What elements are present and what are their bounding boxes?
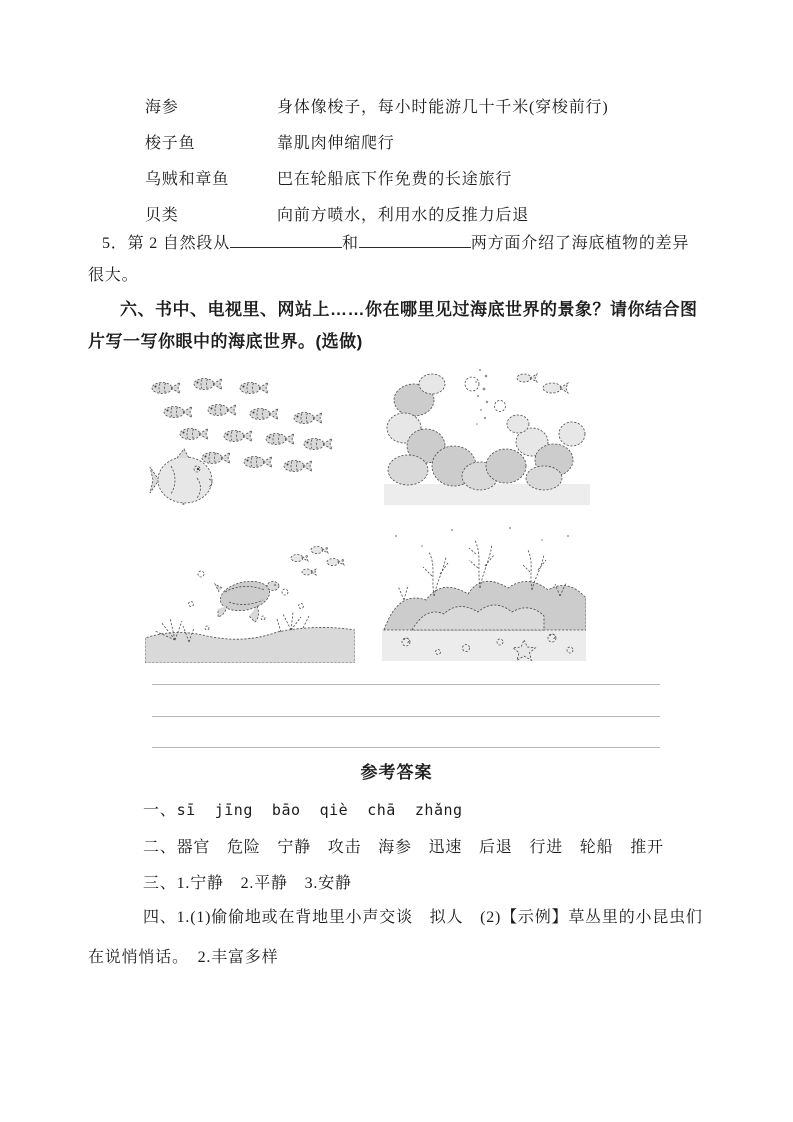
- pinyin-text: sī jīng bāo qiè chā zhǎng: [176, 801, 463, 819]
- question-5: [88, 228, 706, 292]
- answer-label: 二、: [143, 839, 177, 856]
- matching-term: 乌贼和章鱼: [145, 171, 230, 188]
- sand: [145, 627, 355, 663]
- turtle: [215, 577, 279, 622]
- answer-line: [88, 828, 706, 868]
- coral-bubbles-illustration: [384, 362, 590, 505]
- matching-description: 巴在轮船底下作免费的长途旅行: [277, 171, 513, 188]
- answer-label: 三、: [143, 875, 177, 892]
- writing-line: [152, 716, 660, 717]
- matching-term: 梭子鱼: [145, 135, 196, 152]
- answer-line: [88, 790, 706, 831]
- question-5-tail: 两方面介绍了海底植物的差异很大。: [88, 235, 690, 284]
- q5-blank-2: [359, 233, 471, 248]
- matching-description: 靠肌肉伸缩爬行: [277, 135, 395, 152]
- figure-sea-turtle: [145, 530, 355, 663]
- coral-rocks-illustration: [382, 518, 586, 661]
- answer-line: [88, 898, 706, 978]
- writing-line: [152, 684, 660, 685]
- sand: [382, 628, 586, 661]
- matching-term: 海参: [145, 99, 179, 116]
- matching-section: [145, 90, 705, 234]
- fish-school-illustration: [145, 368, 341, 505]
- writing-line: [152, 747, 660, 748]
- small-fish: [291, 547, 344, 576]
- matching-row: [145, 162, 705, 198]
- matching-description: 身体像梭子，每小时能游几十千米(穿梭前行): [277, 99, 609, 116]
- sea-turtle-illustration: [145, 530, 355, 663]
- answer-text: 1.(1)偷偷地或在背地里小声交谈 拟人 (2)【示例】草丛里的小昆虫们在说悄悄话。 2.丰富多样: [88, 909, 703, 966]
- answer-text: 器官 危险 宁静 攻击 海参 迅速 后退 行进 轮船 推开: [176, 839, 664, 856]
- figure-fish-school: [145, 368, 341, 505]
- rocks: [384, 581, 586, 630]
- speckles: [395, 527, 569, 547]
- figure-coral-bubbles: [384, 362, 590, 505]
- answer-label: 一、: [143, 802, 177, 819]
- q5-blank-1: [230, 233, 342, 248]
- small-fish: [517, 374, 568, 393]
- matching-row: [145, 90, 705, 126]
- answers-title: 参考答案: [360, 763, 433, 782]
- matching-description: 向前方喷水，利用水的反推力后退: [277, 207, 530, 224]
- question-5-connector: 和: [342, 235, 359, 252]
- answer-label: 四、: [143, 909, 177, 926]
- matching-row: [145, 126, 705, 162]
- question-6: 六、书中、电视里、网站上……你在哪里见过海底世界的景象？请你结合图片写一写你眼中的海底世界。(选做): [88, 300, 698, 351]
- question-5-lead: 5．第 2 自然段从: [102, 235, 231, 252]
- matching-term: 贝类: [145, 207, 179, 224]
- answer-text: 1.宁静 2.平静 3.安静: [176, 875, 352, 892]
- figure-coral-rocks: [382, 518, 586, 661]
- bubbles: [465, 369, 506, 425]
